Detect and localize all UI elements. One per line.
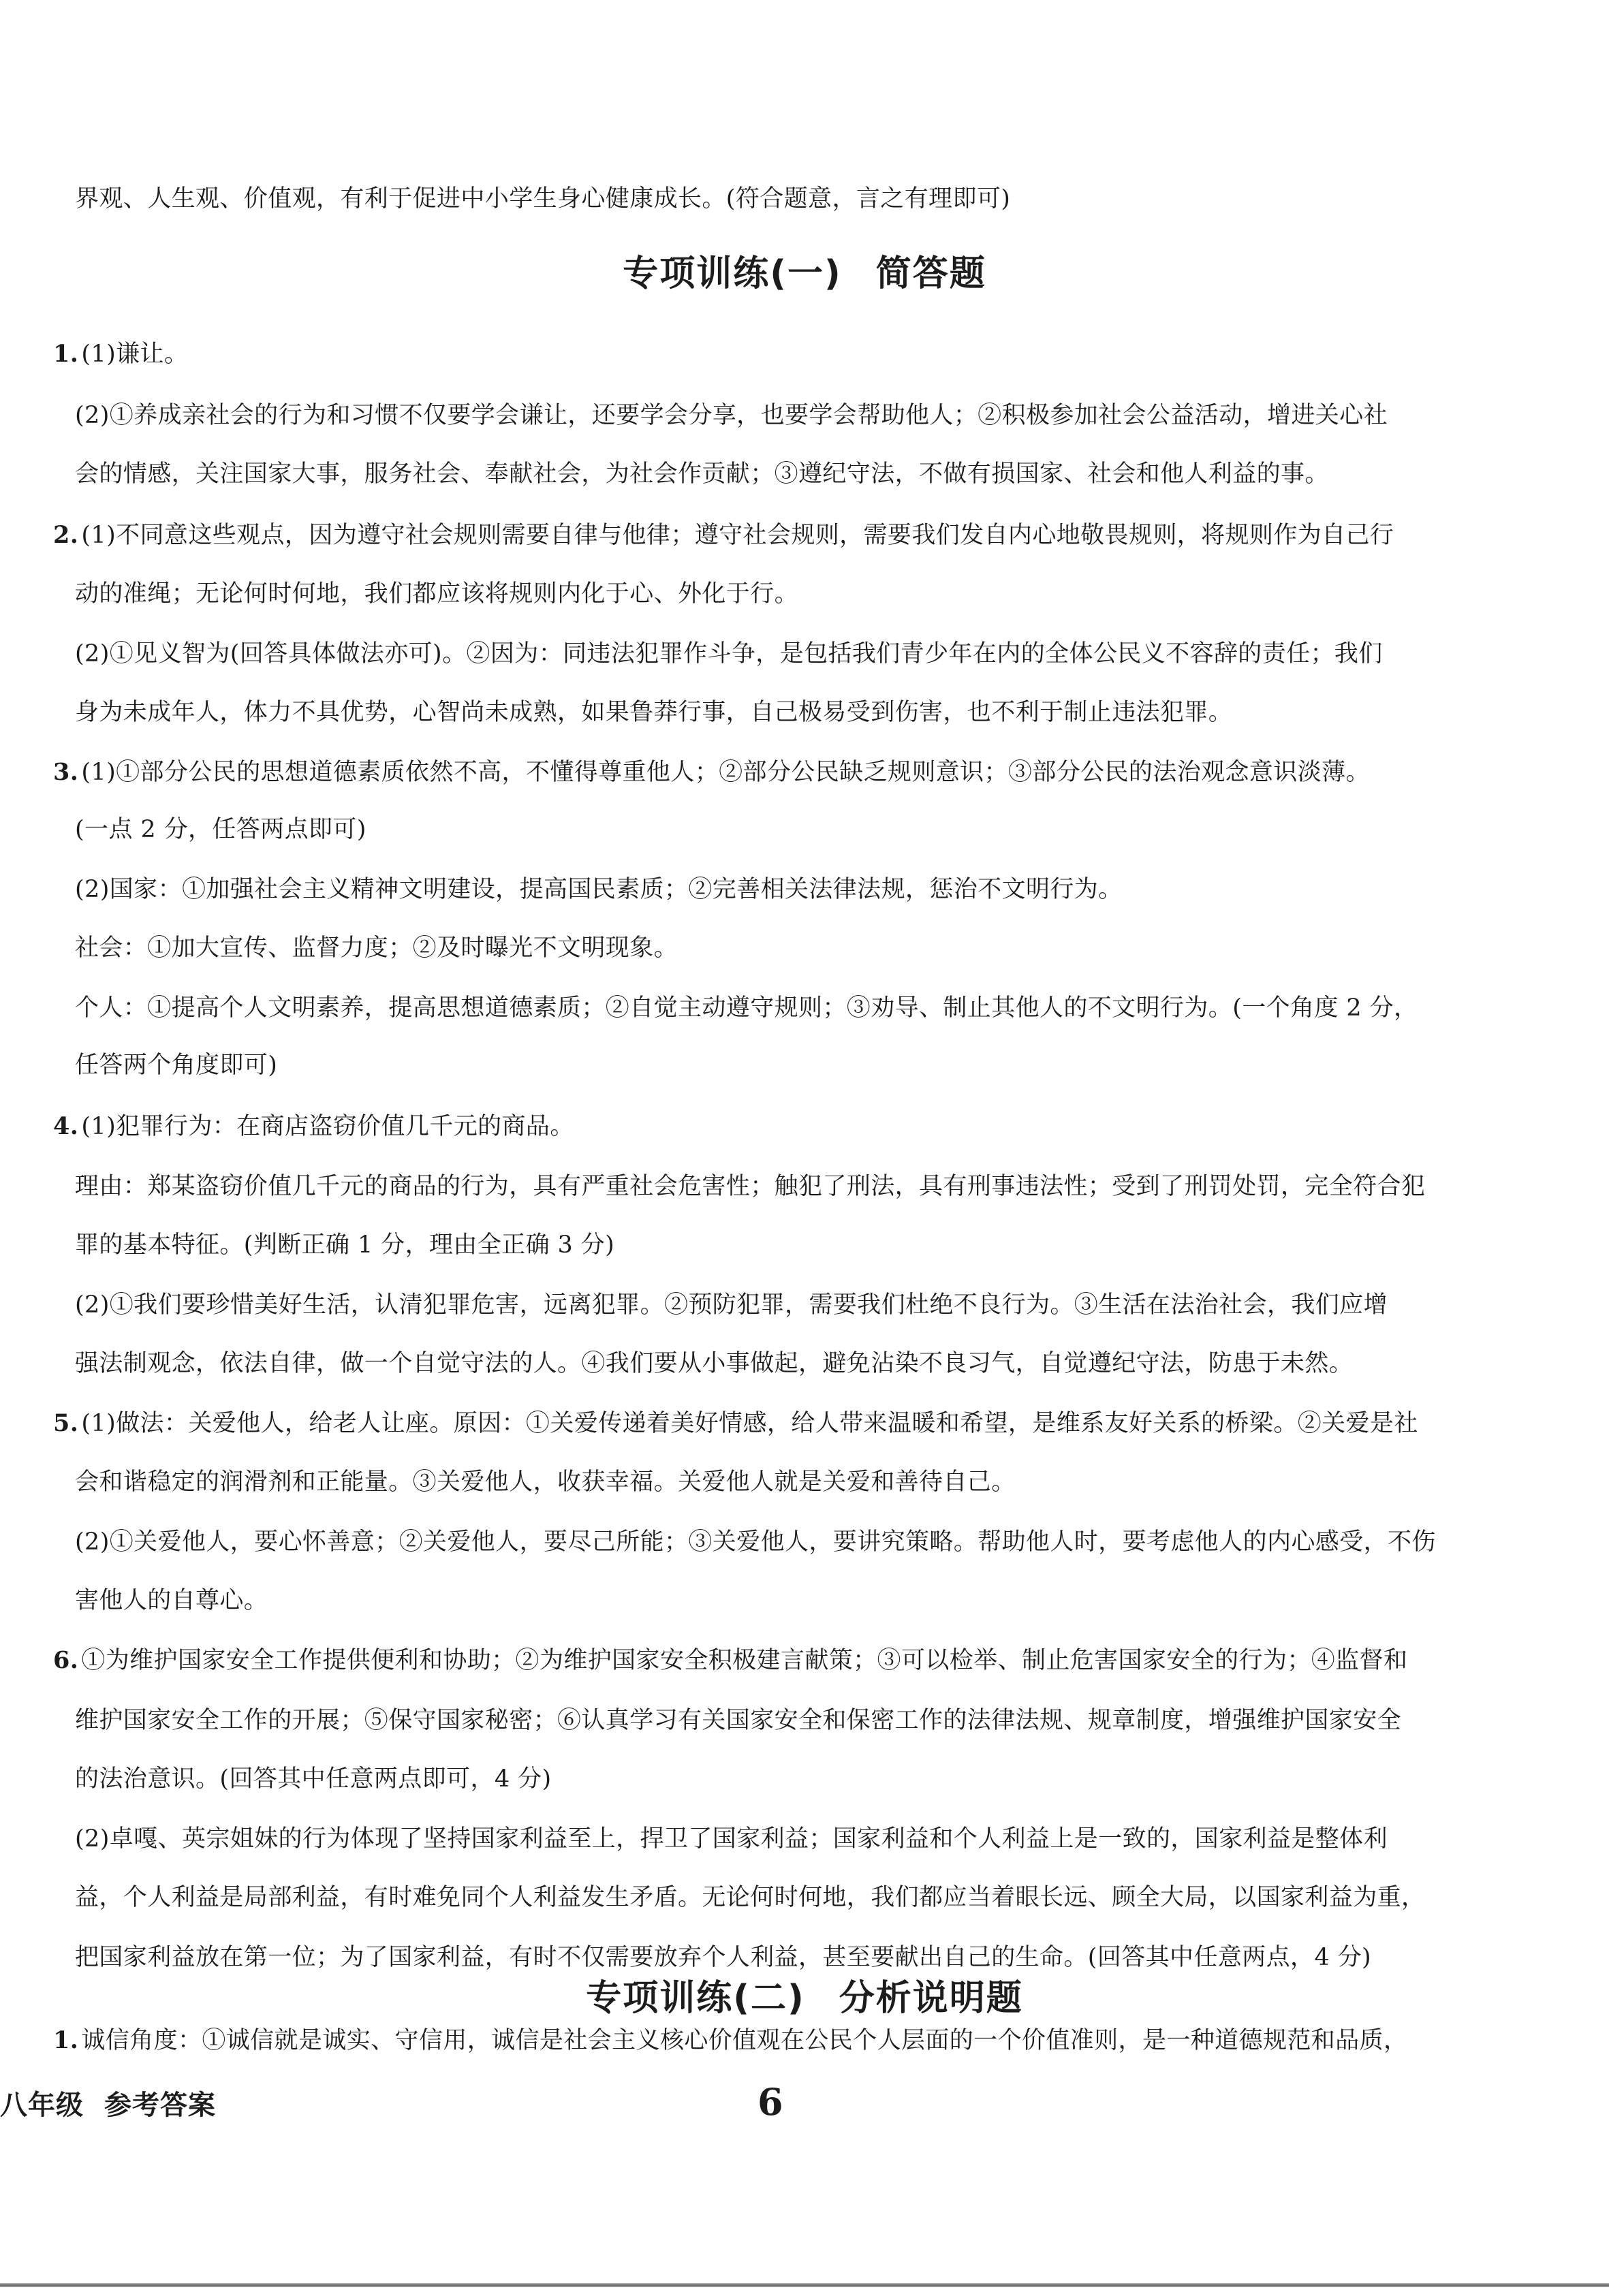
q3-line-4: 社会：①加大宣传、监督力度；②及时曝光不文明现象。: [75, 934, 678, 962]
q6-line-4: (2)卓嘎、英宗姐妹的行为体现了坚持国家利益至上，捍卫了国家利益；国家利益和个人利益上是一致的，国家利益是整体利: [75, 1825, 1388, 1853]
q1-line-3: 会的情感，关注国家大事，服务社会、奉献社会，为社会作贡献；③遵纪守法，不做有损国家、社会和他人利益的事。: [75, 460, 1329, 488]
q6-line-2: 维护国家安全工作的开展；⑤保守国家秘密；⑥认真学习有关国家安全和保密工作的法律法规、规章制度，增强维护国家安全: [75, 1707, 1402, 1734]
q3-line-2: (一点 2 分，任答两点即可): [75, 816, 366, 843]
q1-line-1: [53, 341, 188, 368]
s2-q1-text-1: 诚信角度：①诚信就是诚实、守信用，诚信是社会主义核心价值观在公民个人层面的一个价值准则，是一种道德规范和品质，: [81, 2027, 1408, 2054]
q1-line-2: (2)①养成亲社会的行为和习惯不仅要学会谦让，还要学会分享，也要学会帮助他人；②积极参加社会公益活动，增进关心社: [75, 402, 1388, 429]
q2-line-2: 动的准绳；无论何时何地，我们都应该将规则内化于心、外化于行。: [75, 580, 799, 608]
section-title-2: [0, 1978, 1609, 2019]
q6-text-1: ①为维护国家安全工作提供便利和协助；②为维护国家安全积极建言献策；③可以检举、制止危害国家安全的行为；④监督和: [81, 1647, 1408, 1674]
q4-line-4: (2)①我们要珍惜美好生活，认清犯罪危害，远离犯罪。②预防犯罪，需要我们杜绝不良行为。③生活在法治社会，我们应增: [75, 1291, 1388, 1319]
q3-line-6: 任答两个角度即可): [75, 1052, 278, 1079]
q2-text-1: (1)不同意这些观点，因为遵守社会规则需要自律与他律；遵守社会规则，需要我们发自内心地敬畏规则，将规则作为自己行: [81, 522, 1394, 549]
q3-line-1: [53, 759, 1370, 786]
q2-number: 2.: [53, 521, 79, 549]
q4-line-2: 理由：郑某盗窃价值几千元的商品的行为，具有严重社会危害性；触犯了刑法，具有刑事违法性；受到了刑罚处罚，完全符合犯: [75, 1173, 1426, 1200]
footer-answer-label: 参考答案: [104, 2090, 216, 2121]
q4-line-1: [53, 1113, 574, 1140]
section-title-2-sub: 分析说明题: [839, 1978, 1023, 2019]
q1-text-1: (1)谦让。: [81, 341, 189, 368]
s2-q1-number: 1.: [53, 2026, 79, 2054]
q4-line-3: 罪的基本特征。(判断正确 1 分，理由全正确 3 分): [75, 1231, 615, 1259]
q4-number: 4.: [53, 1112, 79, 1140]
q5-number: 5.: [53, 1409, 79, 1437]
q2-line-3: (2)①见义智为(回答具体做法亦可)。②因为：同违法犯罪作斗争，是包括我们青少年在内的全体公民义不容辞的责任；我们: [75, 640, 1383, 667]
q4-text-1: (1)犯罪行为：在商店盗窃价值几千元的商品。: [81, 1113, 574, 1140]
q1-number: 1.: [53, 340, 79, 368]
page-number: 6: [757, 2080, 783, 2124]
bottom-rule: [0, 2283, 1609, 2287]
footer-grade: 八年级: [0, 2090, 84, 2121]
q5-line-1: [53, 1410, 1418, 1437]
q3-line-5: 个人：①提高个人文明素养，提高思想道德素质；②自觉主动遵守规则；③劝导、制止其他人的不文明行为。(一个角度 2 分，: [75, 994, 1418, 1022]
intro-line: 界观、人生观、价值观，有利于促进中小学生身心健康成长。(符合题意，言之有理即可): [75, 185, 1011, 213]
q2-line-4: 身为未成年人，体力不具优势，心智尚未成熟，如果鲁莽行事，自己极易受到伤害，也不利于制止违法犯罪。: [75, 699, 1233, 726]
q6-line-6: 把国家利益放在第一位；为了国家利益，有时不仅需要放弃个人利益，甚至要献出自己的生命。(回答其中任意两点，4 分): [75, 1944, 1372, 1971]
s2-q1-line-1: [53, 2027, 1407, 2054]
section-title-1: [0, 253, 1609, 294]
footer-grade-label: [0, 2090, 216, 2121]
q5-line-2: 会和谐稳定的润滑剂和正能量。③关爱他人，收获幸福。关爱他人就是关爱和善待自己。: [75, 1468, 1016, 1496]
q5-line-3: (2)①关爱他人，要心怀善意；②关爱他人，要尽己所能；③关爱他人，要讲究策略。帮助他人时，要考虑他人的内心感受，不伤: [75, 1528, 1436, 1556]
q3-line-3: (2)国家：①加强社会主义精神文明建设，提高国民素质；②完善相关法律法规，惩治不文明行为。: [75, 876, 1123, 903]
section-title-2-main: 专项训练(二): [586, 1978, 805, 2019]
q2-line-1: [53, 522, 1394, 549]
q6-number: 6.: [53, 1646, 79, 1674]
q4-line-5: 强法制观念，依法自律，做一个自觉守法的人。④我们要从小事做起，避免沾染不良习气，自觉遵纪守法，防患于未然。: [75, 1350, 1354, 1377]
q5-text-1: (1)做法：关爱他人，给老人让座。原因：①关爱传递着美好情感，给人带来温暖和希望，是维系友好关系的桥梁。②关爱是社: [81, 1410, 1418, 1437]
q6-line-5: 益，个人利益是局部利益，有时难免同个人利益发生矛盾。无论何时何地，我们都应当着眼长远、顾全大局，以国家利益为重，: [75, 1884, 1426, 1911]
q6-line-3: 的法治意识。(回答其中任意两点即可，4 分): [75, 1765, 552, 1793]
q5-line-4: 害他人的自尊心。: [75, 1587, 268, 1614]
q6-line-1: [53, 1647, 1407, 1674]
q3-text-1: (1)①部分公民的思想道德素质依然不高，不懂得尊重他人；②部分公民缺乏规则意识；③部分公民的法治观念意识淡薄。: [81, 759, 1370, 786]
q3-number: 3.: [53, 758, 79, 786]
section-title-1-main: 专项训练(一): [623, 253, 842, 294]
section-title-1-sub: 简答题: [875, 253, 986, 294]
